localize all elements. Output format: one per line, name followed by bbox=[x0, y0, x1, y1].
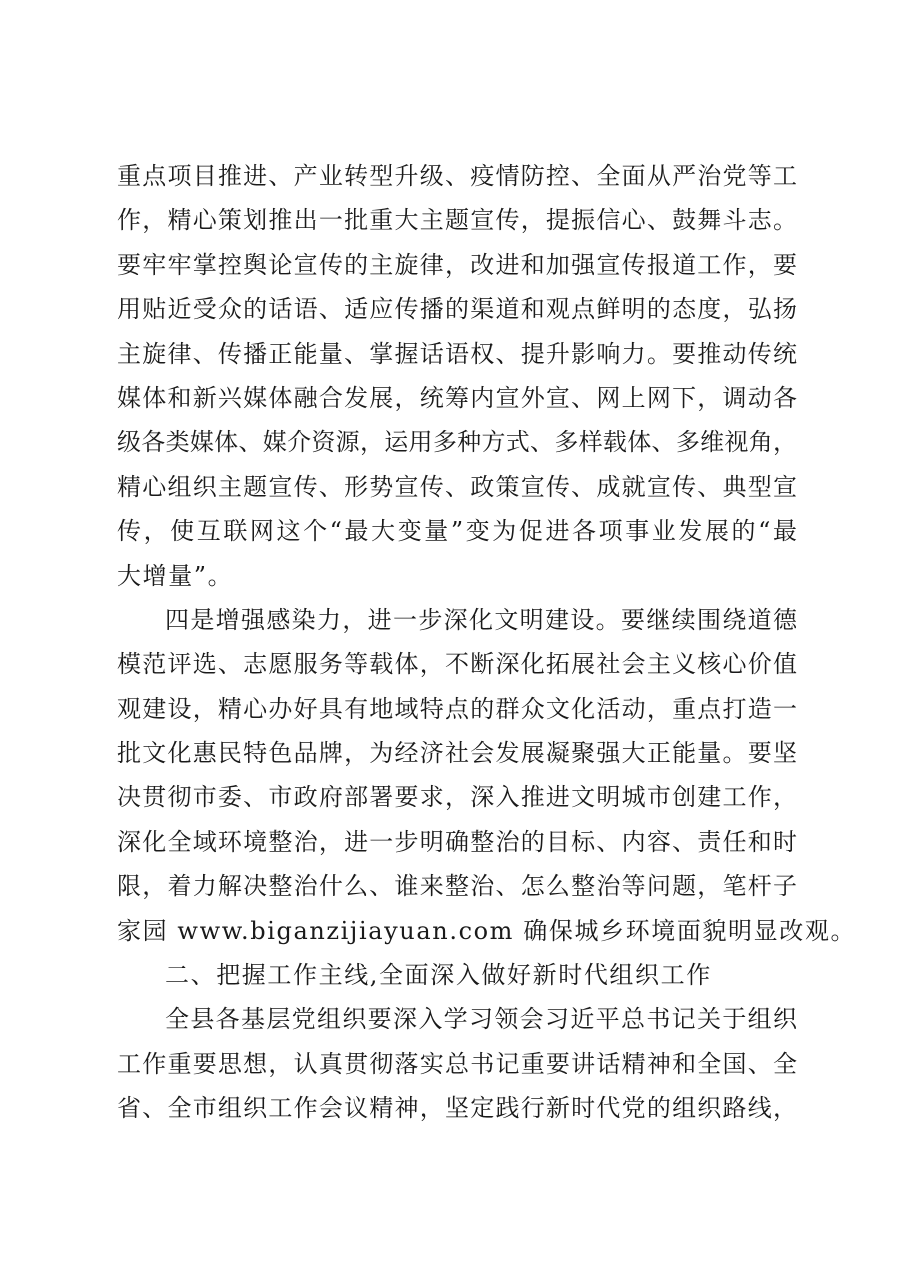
text-line: 要牢牢掌控舆论宣传的主旋律，改进和加强宣传报道工作，要 bbox=[117, 250, 797, 279]
text-line: 批文化惠民特色品牌，为经济社会发展凝聚强大正能量。要坚 bbox=[117, 739, 797, 768]
text-line: 观建设，精心办好具有地域特点的群众文化活动，重点打造一 bbox=[117, 694, 797, 723]
text-line: 省、全市组织工作会议精神，坚定践行新时代党的组织路线， bbox=[117, 1094, 797, 1123]
text-line: 主旋律、传播正能量、掌握话语权、提升影响力。要推动传统 bbox=[117, 339, 797, 368]
text-line: 决贯彻市委、市政府部署要求，深入推进文明城市创建工作， bbox=[117, 783, 797, 812]
paragraph-first-line: 全县各基层党组织要深入学习领会习近平总书记关于组织 bbox=[165, 1005, 797, 1034]
text-line: 重点项目推进、产业转型升级、疫情防控、全面从严治党等工 bbox=[117, 162, 797, 190]
text-line: 媒体和新兴媒体融合发展，统筹内宣外宣、网上网下，调动各 bbox=[117, 383, 797, 412]
text-line: 限，着力解决整治什么、谁来整治、怎么整治等问题，笔杆子 bbox=[117, 872, 797, 901]
text-line: 模范评选、志愿服务等载体，不断深化拓展社会主义核心价值 bbox=[117, 650, 797, 679]
text-line: 深化全域环境整治，进一步明确整治的目标、内容、责任和时 bbox=[117, 827, 797, 856]
text-line: 传，使互联网这个“最大变量”变为促进各项事业发展的“最 bbox=[117, 517, 797, 546]
document-body bbox=[117, 154, 857, 1131]
text-line: 家园 www.biganzijiayuan.com 确保城乡环境面貌明显改观。 bbox=[117, 916, 857, 945]
text-line: 级各类媒体、媒介资源，运用多种方式、多样载体、多维视角， bbox=[117, 428, 797, 457]
text-line: 用贴近受众的话语、适应传播的渠道和观点鲜明的态度，弘扬 bbox=[117, 295, 797, 324]
paragraph-first-line: 四是增强感染力，进一步深化文明建设。要继续围绕道德 bbox=[165, 605, 797, 634]
section-heading: 二、把握工作主线,全面深入做好新时代组织工作 bbox=[165, 961, 712, 990]
text-line: 工作重要思想，认真贯彻落实总书记重要讲话精神和全国、全 bbox=[117, 1049, 797, 1078]
text-line: 作，精心策划推出一批重大主题宣传，提振信心、鼓舞斗志。 bbox=[117, 206, 797, 235]
text-line: 精心组织主题宣传、形势宣传、政策宣传、成就宣传、典型宣 bbox=[117, 472, 797, 501]
text-line: 大增量”。 bbox=[117, 561, 234, 590]
